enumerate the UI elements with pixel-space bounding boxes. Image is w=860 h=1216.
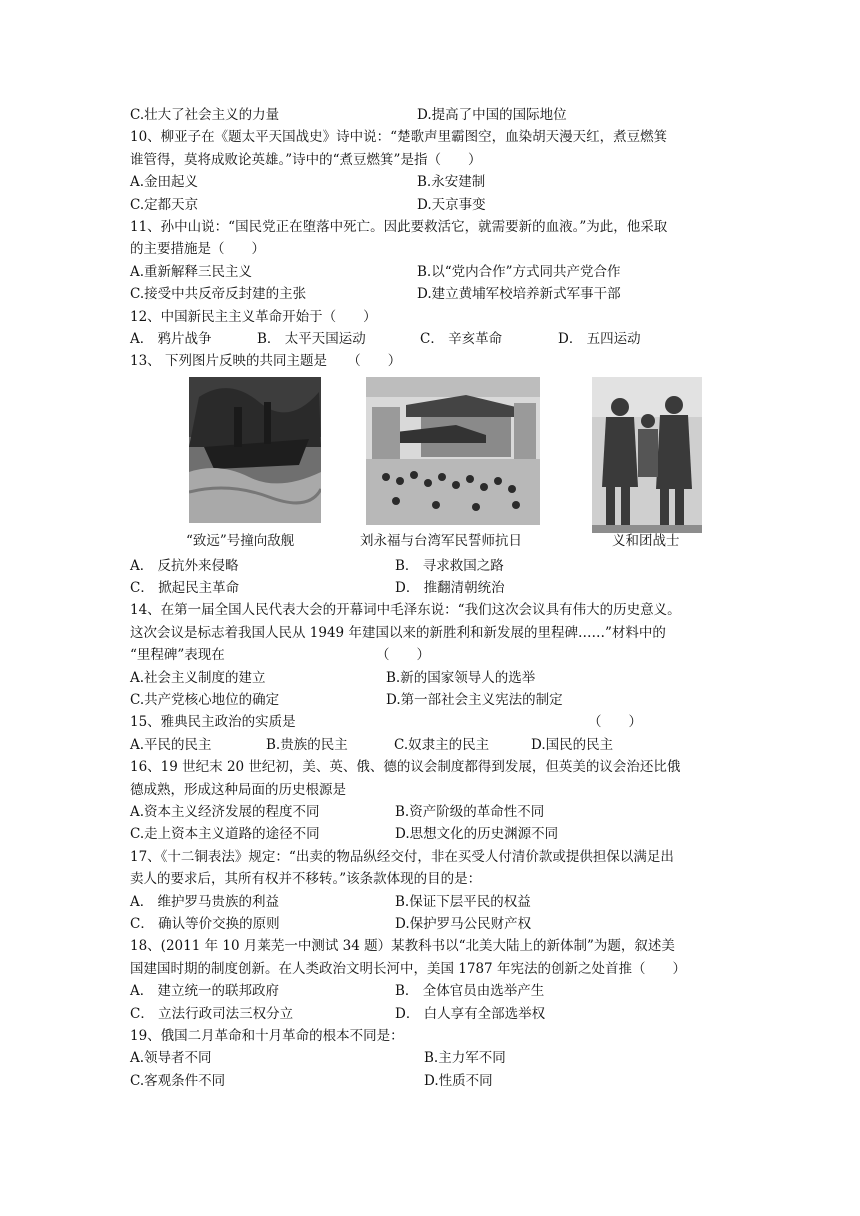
q18-option-a: A． 建立统一的联邦政府 xyxy=(130,983,280,1000)
q15-option-b: B.贵族的民主 xyxy=(266,736,348,753)
q17-option-a: A． 维护罗马贵族的利益 xyxy=(130,893,280,910)
q9-option-c: C.壮大了社会主义的力量 xyxy=(130,107,280,123)
q18-stem-line1: 18、(2011 年 10 月莱芜一中测试 34 题）某教科书以“北美大陆上的新体制”为题，叙述美 xyxy=(130,938,675,955)
q14-option-d: D.第一部社会主义宪法的制定 xyxy=(386,692,563,709)
q16-option-d: D.思想文化的历史渊源不同 xyxy=(395,826,559,843)
q13-pictures xyxy=(130,377,740,525)
q13-captions xyxy=(130,525,740,555)
q17-option-d: D.保护罗马公民财产权 xyxy=(395,915,532,932)
q9-options-cd xyxy=(130,104,740,126)
q15-options xyxy=(130,734,740,756)
q13-option-d: D． 推翻清朝统治 xyxy=(395,580,505,597)
q15-stem-line xyxy=(130,711,740,733)
q14-stem-line2: 这次会议是标志着我国人民从 1949 年建国以来的新胜利和新发展的里程碑……”材料中的 xyxy=(130,624,666,641)
q10-options-ab xyxy=(130,171,740,193)
q14-option-a: A.社会主义制度的建立 xyxy=(130,669,266,686)
q15-option-c: C.奴隶主的民主 xyxy=(394,736,490,753)
q14-stem-line3 xyxy=(130,644,740,666)
q14-stem-text: “里程碑”表现在 xyxy=(130,647,225,664)
q10-option-d: D.天京事变 xyxy=(417,196,486,213)
q12-option-a: A． 鸦片战争 xyxy=(130,330,212,347)
q10-stem-line1: 10、柳亚子在《题太平天国战史》诗中说：“楚歌声里霸图空，血染胡天漫天红，煮豆燃箕 xyxy=(130,129,668,146)
q14-options-cd xyxy=(130,689,740,711)
q16-stem-line1: 16、19 世纪末 20 世纪初，美、英、俄、德的议会制度都得到发展，但英美的议会治还比俄 xyxy=(130,759,681,776)
q19-option-d: D.性质不同 xyxy=(424,1072,493,1089)
q18-stem-line2: 国建国时期的制度创新。在人类政治文明长河中，美国 1787 年宪法的创新之处首推（ ） xyxy=(130,960,686,977)
q11-options-ab xyxy=(130,261,740,283)
q16-option-a: A.资本主义经济发展的程度不同 xyxy=(130,803,320,820)
q12-options xyxy=(130,328,740,350)
q19-options-cd xyxy=(130,1070,740,1092)
q19-option-b: B.主力军不同 xyxy=(424,1050,506,1067)
q12-stem: 12、中国新民主主义革命开始于（ ） xyxy=(130,308,377,325)
q13-options-ab xyxy=(130,555,740,577)
q17-option-c: C． 确认等价交换的原则 xyxy=(130,915,280,932)
q19-option-a: A.领导者不同 xyxy=(130,1050,212,1067)
q18-options-cd xyxy=(130,1003,740,1025)
caption-boxer: 义和团战士 xyxy=(612,532,680,549)
q12-option-d: D． 五四运动 xyxy=(558,330,641,347)
q14-option-c: C.共产党核心地位的确定 xyxy=(130,692,280,709)
q13-stem: 13、 下列图片反映的共同主题是 （ ） xyxy=(130,353,402,370)
q16-option-c: C.走上资本主义道路的途径不同 xyxy=(130,826,320,843)
q16-stem-line2: 德成熟，形成这种局面的历史根源是 xyxy=(130,781,346,798)
q19-option-c: C.客观条件不同 xyxy=(130,1072,226,1089)
zhiyuan-warship-photo xyxy=(189,377,321,523)
liu-yongfu-oath-illustration xyxy=(366,377,540,525)
q16-options-ab xyxy=(130,801,740,823)
q17-stem-line2: 卖人的要求后，其所有权并不移转。”该条款体现的目的是： xyxy=(130,871,482,888)
q13-option-c: C． 掀起民主革命 xyxy=(130,580,240,597)
q18-option-d: D． 白人享有全部选举权 xyxy=(395,1005,546,1022)
q17-options-ab xyxy=(130,891,740,913)
q18-option-c: C． 立法行政司法三权分立 xyxy=(130,1005,294,1022)
q14-answer-paren: （ ） xyxy=(376,647,430,664)
q11-options-cd xyxy=(130,283,740,305)
q17-options-cd xyxy=(130,913,740,935)
q10-options-cd xyxy=(130,194,740,216)
exam-page xyxy=(130,104,740,1092)
q11-option-a: A.重新解释三民主义 xyxy=(130,263,253,280)
q13-option-b: B． 寻求救国之路 xyxy=(395,557,504,574)
q17-stem-line1: 17、《十二铜表法》规定：“出卖的物品纵经交付，非在买受人付清价款或提供担保以满足出 xyxy=(130,848,674,865)
q11-option-b: B.以“党内合作”方式同共产党合作 xyxy=(417,263,621,280)
q11-option-d: D.建立黄埔军校培养新式军事干部 xyxy=(417,286,621,303)
q16-option-b: B.资产阶级的革命性不同 xyxy=(395,803,545,820)
q15-answer-paren: （ ） xyxy=(588,714,642,731)
q15-option-a: A.平民的民主 xyxy=(130,736,212,753)
q18-option-b: B． 全体官员由选举产生 xyxy=(395,983,545,1000)
q12-option-c: C． 辛亥革命 xyxy=(420,330,503,347)
q13-option-a: A． 反抗外来侵略 xyxy=(130,557,239,574)
q17-option-b: B.保证下层平民的权益 xyxy=(395,893,531,910)
q14-options-ab xyxy=(130,667,740,689)
q10-option-a: A.金田起义 xyxy=(130,174,199,191)
q19-stem: 19、俄国二月革命和十月革命的根本不同是： xyxy=(130,1027,404,1044)
q11-option-c: C.接受中共反帝反封建的主张 xyxy=(130,286,307,303)
q12-option-b: B． 太平天国运动 xyxy=(257,330,366,347)
q10-stem-line2: 谁管得，莫将成败论英雄。”诗中的“煮豆燃箕”是指（ ） xyxy=(130,151,482,168)
caption-liu-yongfu: 刘永福与台湾军民誓师抗日 xyxy=(360,532,522,549)
q15-stem: 15、雅典民主政治的实质是 xyxy=(130,714,296,731)
q15-option-d: D.国民的民主 xyxy=(531,736,614,753)
caption-zhiyuan: “致远”号撞向敌舰 xyxy=(186,532,295,549)
q10-option-c: C.定都天京 xyxy=(130,196,199,213)
q9-option-d: D.提高了中国的国际地位 xyxy=(417,107,567,123)
q13-options-cd xyxy=(130,577,740,599)
q14-option-b: B.新的国家领导人的选举 xyxy=(386,669,536,686)
q16-options-cd xyxy=(130,823,740,845)
boxer-fighters-photo xyxy=(592,377,702,533)
q11-stem-line2: 的主要措施是（ ） xyxy=(130,241,265,258)
q19-options-ab xyxy=(130,1047,740,1069)
q11-stem-line1: 11、孙中山说：“国民党正在堕落中死亡。因此要救活它，就需要新的血液。”为此，他采取 xyxy=(130,218,668,235)
q14-stem-line1: 14、在第一届全国人民代表大会的开幕词中毛泽东说：“我们这次会议具有伟大的历史意义。 xyxy=(130,602,681,619)
q10-option-b: B.永安建制 xyxy=(417,174,486,191)
q18-options-ab xyxy=(130,980,740,1002)
